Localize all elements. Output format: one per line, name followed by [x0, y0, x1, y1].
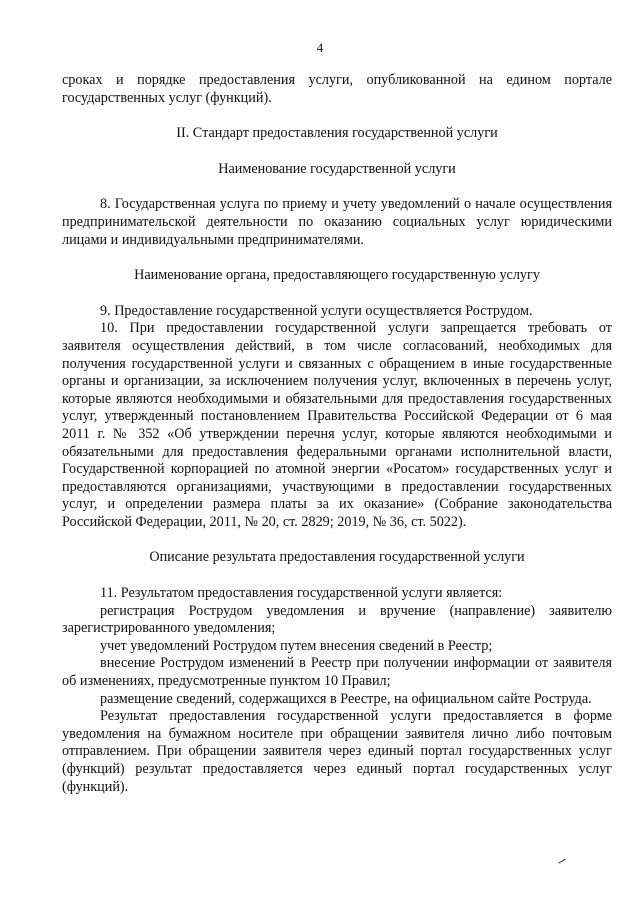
paragraph-result-form: Результат предоставления государственной услуги предоставляется в форме уведомления на бумажном носителе при обращении заявителя лично либо почтовым отправлением. При обращении заявителя через единый портал государственных услуг (функций) результат предоставляется через единый портал государственных услуг (функций).	[62, 708, 612, 795]
paragraph-11: 11. Результатом предоставления государственной услуги является:	[100, 585, 503, 602]
section-heading: II. Стандарт предоставления государственной услуги	[176, 125, 498, 142]
paragraph-11-item-changes: внесение Рострудом изменений в Реестр при получении информации от заявителя об изменениях, предусмотренные пунктом 10 Правил;	[62, 655, 612, 690]
paragraph-8: 8. Государственная услуга по приему и учету уведомлений о начале осуществления предпринимательской деятельности по оказанию социальных услуг юридическими лицами и индивидуальными предпринимателями.	[62, 196, 612, 248]
document-body	[62, 72, 612, 796]
subsection-heading-service-name: Наименование государственной услуги	[218, 160, 456, 177]
paragraph-11-item-publication: размещение сведений, содержащихся в Реестре, на официальном сайте Роструда.	[100, 690, 592, 707]
paragraph-11-item-accounting: учет уведомлений Рострудом путем внесения сведений в Реестр;	[100, 637, 493, 654]
paragraph-10: 10. При предоставлении государственной услуги запрещается требовать от заявителя осуществления действий, в том числе согласований, необходимых для получения государственной услуги и связанных с обращением в иные государственные органы и организации, за исключением получения услуг, включенных в перечень услуг, которые являются необходимыми и обязательными для предоставления государственных услуг, утвержденный постановлением Правительства Российской Федерации от 6 мая 2011 г. № 352 «Об утверждении перечня услуг, которые являются необходимыми и обязательными для предоставления федеральными органами исполнительной власти, Государственной корпорацией по атомной энергии «Росатом» государственных услуг и предоставляются организациями, участвующими в предоставлении государственных услуг, и определении размера платы за их оказание» (Собрание законодательства Российской Федерации, 2011, № 20, ст. 2829; 2019, № 36, ст. 5022).	[62, 320, 612, 530]
subsection-heading-result: Описание результата предоставления государственной услуги	[149, 549, 525, 566]
paragraph-continuation: сроках и порядке предоставления услуги, опубликованной на едином портале государственных услуг (функций).	[62, 72, 612, 106]
subsection-heading-authority: Наименование органа, предоставляющего государственную услугу	[134, 267, 540, 284]
page-number: 4	[316, 40, 324, 55]
paragraph-9: 9. Предоставление государственной услуги осуществляется Рострудом.	[100, 302, 533, 319]
paragraph-11-item-registration: регистрация Рострудом уведомления и вручение (направление) заявителю зарегистрированного уведомления;	[62, 602, 612, 637]
pen-mark	[556, 855, 565, 863]
